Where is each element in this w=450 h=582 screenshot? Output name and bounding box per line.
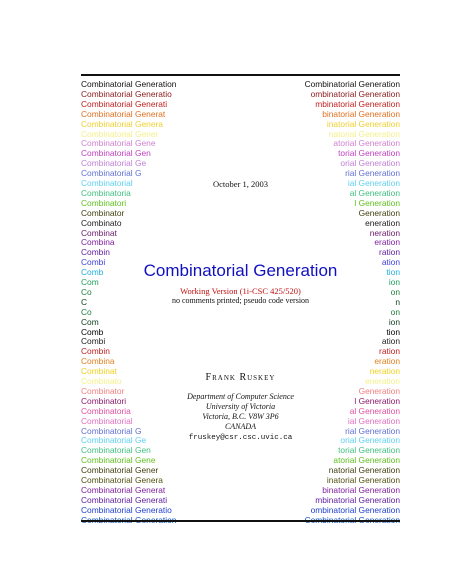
pattern-right-text: tion [386, 267, 400, 278]
pattern-right-text: tion [386, 326, 400, 337]
pattern-row [81, 228, 400, 238]
pattern-right-text: ration [379, 346, 400, 357]
email: fruskey@csr.csc.uvic.ca [188, 434, 293, 442]
pattern-left-text: Combi [81, 257, 106, 268]
pattern-right-text: ombinatorial Generation [310, 504, 400, 515]
pattern-left-text: Co [81, 286, 92, 297]
pattern-left-text: Combinatorial Genera [81, 475, 163, 485]
pattern-row [81, 218, 400, 228]
pattern-right-text: ion [388, 316, 400, 327]
pattern-right-text: eration [374, 237, 400, 248]
pattern-left-text: Combinator [81, 385, 125, 396]
pattern-left-text: Combi [81, 336, 106, 347]
pattern-row [81, 495, 400, 505]
pattern-right-text: natorial Generation [328, 128, 400, 139]
pattern-left-text: Combinatorial G [81, 425, 142, 436]
pattern-row [81, 346, 400, 356]
pattern-left-text: Combinatorial Generati [81, 98, 168, 109]
pattern-row [81, 79, 400, 89]
pattern-right-text: ion [388, 277, 400, 287]
pattern-right-text: neration [369, 227, 400, 238]
pattern-left-text: Combinatorial Gen [81, 445, 151, 456]
pattern-left-text: Combinatorial [81, 415, 133, 426]
pattern-row [81, 237, 400, 247]
pattern-left-text: Combinatori [81, 395, 127, 406]
pattern-left-text: C [81, 296, 88, 307]
pattern-right-text: al Generation [349, 405, 400, 416]
pattern-right-text: ombinatorial Generation [310, 88, 400, 99]
pattern-right-text: orial Generation [340, 435, 400, 446]
pattern-row [81, 505, 400, 515]
pattern-row [81, 109, 400, 119]
top-rule [81, 74, 400, 76]
pattern-right-text: orial Generation [340, 158, 400, 169]
pattern-row [81, 485, 400, 495]
pattern-left-text: Combinatorial Generatio [81, 504, 172, 515]
pattern-row [81, 198, 400, 208]
pattern-right-text: binatorial Generation [322, 484, 400, 495]
pattern-left-text: Co [81, 306, 92, 317]
pattern-left-text: Combinatorial Genera [81, 118, 163, 129]
pattern-right-text: ial Generation [347, 178, 400, 188]
pattern-right-text: mbinatorial Generation [315, 494, 400, 505]
pattern-left-text: Combin [81, 247, 110, 258]
pattern-row [81, 455, 400, 465]
pattern-row [81, 317, 400, 327]
affiliation-line: CANADA [224, 422, 257, 431]
date: October 1, 2003 [212, 179, 268, 189]
affiliation-line: Victoria, B.C. V8W 3P6 [202, 412, 279, 421]
pattern-left-text: Combinatoria [81, 405, 131, 416]
pattern-right-text: ation [381, 336, 400, 347]
pattern-row [81, 247, 400, 257]
pattern-right-text: torial Generation [338, 148, 400, 159]
pattern-left-text: Combinatorial Gene [81, 455, 156, 466]
pattern-row [81, 129, 400, 139]
pattern-row [81, 336, 400, 346]
pattern-left-text: Combinatorial G [81, 168, 142, 179]
pattern-row [81, 356, 400, 366]
pattern-right-text: ration [379, 247, 400, 258]
pattern-left-text: Combina [81, 356, 115, 367]
pattern-left-text: Combinat [81, 227, 117, 238]
pattern-right-text: Generation [358, 385, 400, 396]
pattern-right-text: torial Generation [338, 445, 400, 456]
pattern-left-text: Combinatorial Gen [81, 148, 151, 159]
pattern-left-text: Combinatorial Generati [81, 494, 168, 505]
pattern-right-text: al Generation [349, 187, 400, 198]
pattern-row [81, 465, 400, 475]
pattern-right-text: l Generation [354, 395, 400, 406]
pattern-right-text: ial Generation [347, 415, 400, 426]
pattern-right-text: on [390, 286, 400, 297]
pattern-row [81, 148, 400, 158]
document-title: Combinatorial Generation [143, 261, 338, 280]
pattern-right-text: rial Generation [345, 425, 400, 436]
author: Frank Ruskey [205, 372, 276, 383]
pattern-right-text: on [390, 306, 400, 317]
bottom-rule [81, 520, 400, 522]
pattern-left-text: Combinator [81, 207, 125, 218]
pattern-right-text: binatorial Generation [322, 108, 400, 119]
pattern-right-text: Combinatorial Generation [304, 79, 400, 89]
pattern-row [81, 445, 400, 455]
pattern-right-text: natorial Generation [328, 465, 400, 476]
pattern-left-text: Combinatorial Gene [81, 138, 156, 149]
pattern-left-text: Combinatorial [81, 178, 133, 188]
pattern-left-text: Combinatorial Ge [81, 435, 147, 446]
pattern-right-text: Generation [358, 207, 400, 218]
pattern-right-text: n [395, 296, 400, 307]
pattern-left-text: Combinatoria [81, 187, 131, 198]
pattern-left-text: Combinat [81, 366, 117, 377]
pattern-right-text: rial Generation [345, 168, 400, 179]
pattern-row [81, 99, 400, 109]
pattern-right-text: atorial Generation [333, 455, 400, 466]
pattern-left-text: Combinatorial Generat [81, 484, 166, 495]
pattern-left-text: Combinatorial Generatio [81, 88, 172, 99]
pattern-row [81, 119, 400, 129]
pattern-right-text: neration [369, 366, 400, 377]
pattern-right-text: inatorial Generation [326, 118, 400, 129]
pattern-right-text: eration [374, 356, 400, 367]
pattern-row [81, 188, 400, 198]
pattern-left-text: Comb [81, 326, 104, 337]
pattern-left-text: Combinatorial Ge [81, 158, 147, 169]
pattern-row [81, 89, 400, 99]
pattern-row [81, 158, 400, 168]
pattern-row [81, 307, 400, 317]
pattern-left-text: Combinato [81, 376, 122, 386]
pattern-left-text: Combinatorial Gener [81, 465, 159, 476]
pattern-row [81, 475, 400, 485]
pattern-left-text: Com [81, 316, 99, 327]
pattern-left-text: Combinatorial Generation [81, 79, 177, 89]
version-note: no comments printed; pseudo code version [171, 296, 310, 305]
pattern-left-text: Combinatorial Gener [81, 128, 159, 139]
pattern-left-text: Combinato [81, 217, 122, 228]
pattern-row [81, 327, 400, 337]
pattern-right-text: atorial Generation [333, 138, 400, 149]
affiliation-line: University of Victoria [205, 402, 276, 411]
pattern-left-text: Com [81, 277, 99, 287]
pattern-right-text: mbinatorial Generation [315, 98, 400, 109]
pattern-row [81, 138, 400, 148]
pattern-right-text: inatorial Generation [326, 475, 400, 485]
pattern-left-text: Combin [81, 346, 110, 357]
pattern-row [81, 208, 400, 218]
affiliation-line: Department of Computer Science [187, 392, 294, 401]
pattern-left-text: Comb [81, 267, 104, 278]
pattern-left-text: Combina [81, 237, 115, 248]
pattern-right-text: l Generation [354, 197, 400, 208]
pattern-left-text: Combinatorial Generat [81, 108, 166, 119]
document-subtitle: Working Version (1i-CSC 425/520) [180, 286, 301, 296]
pattern-right-text: eneration [365, 376, 400, 386]
pattern-left-text: Combinatori [81, 197, 127, 208]
pattern-row [81, 168, 400, 178]
pattern-right-text: eneration [365, 217, 400, 228]
pattern-right-text: ation [381, 257, 400, 268]
